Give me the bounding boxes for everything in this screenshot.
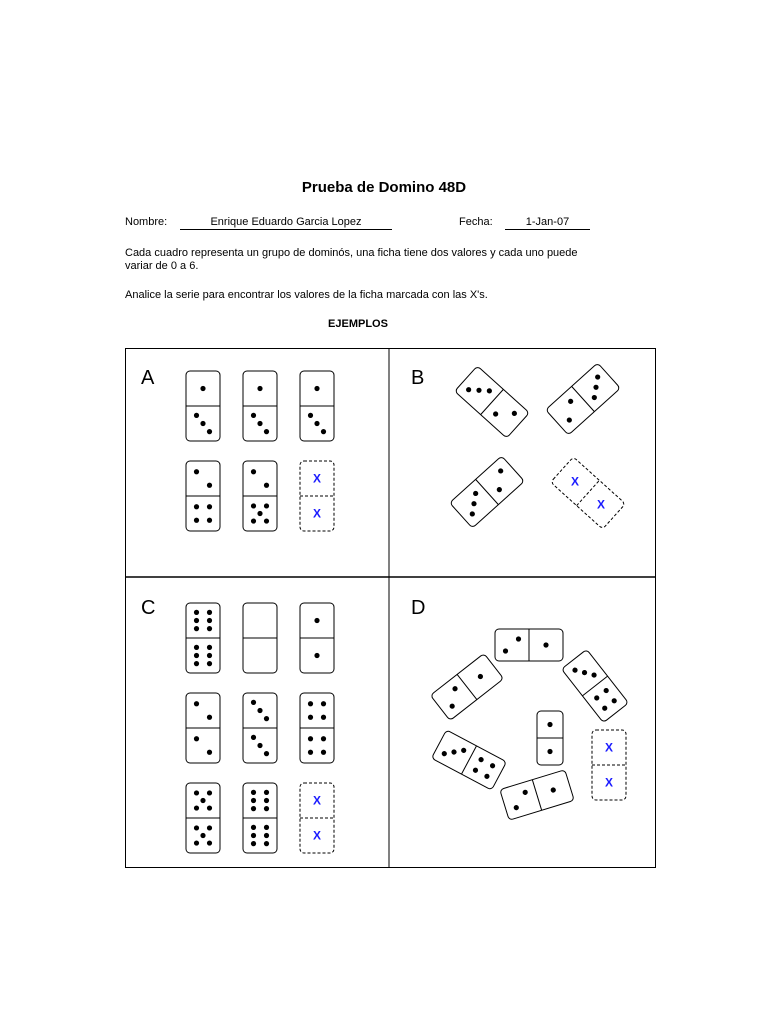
- domino-pip: [264, 518, 269, 523]
- quadrant-d-domino: [500, 770, 574, 820]
- domino-pip: [251, 806, 256, 811]
- domino-pip: [194, 790, 199, 795]
- quadrant-a-domino: [186, 461, 220, 531]
- quadrant-c-domino: [243, 693, 277, 763]
- domino-pip: [314, 653, 319, 658]
- domino-pip: [194, 736, 199, 741]
- quadrant-c-domino: [186, 693, 220, 763]
- domino-pip: [207, 626, 212, 631]
- domino-pip: [308, 413, 313, 418]
- domino-pip: [194, 805, 199, 810]
- quadrant-d-domino: [430, 653, 503, 720]
- domino-pip: [207, 790, 212, 795]
- domino-pip: [503, 648, 508, 653]
- domino-pip: [194, 701, 199, 706]
- domino-pip: [207, 483, 212, 488]
- domino-pip: [207, 429, 212, 434]
- domino-pip: [264, 716, 269, 721]
- domino-pip: [264, 841, 269, 846]
- missing-value-marker: X: [312, 828, 322, 843]
- domino-pip: [251, 790, 256, 795]
- domino-pip: [207, 825, 212, 830]
- missing-value-marker: X: [570, 474, 580, 489]
- quadrant-a-domino: [300, 371, 334, 441]
- domino-grid-canvas: [125, 348, 656, 868]
- domino-puzzle-grid: [125, 348, 656, 868]
- domino-pip: [257, 511, 262, 516]
- missing-value-marker: X: [312, 506, 322, 521]
- domino-pip: [194, 653, 199, 658]
- domino-pip: [264, 483, 269, 488]
- domino-pip: [321, 701, 326, 706]
- quadrant-c-label: C: [141, 597, 156, 619]
- domino-pip: [264, 503, 269, 508]
- quadrant-d-domino: [431, 730, 506, 790]
- domino-pip: [314, 386, 319, 391]
- missing-value-marker: X: [312, 471, 322, 486]
- domino-pip: [207, 661, 212, 666]
- domino-pip: [194, 840, 199, 845]
- instructions-paragraph-2: Analice la serie para encontrar los valores de la ficha marcada con las X's.: [125, 289, 488, 301]
- domino-pip: [251, 841, 256, 846]
- quadrant-d-domino: [592, 730, 626, 800]
- missing-value-marker: X: [596, 497, 606, 512]
- domino-pip: [321, 736, 326, 741]
- quadrant-c-domino: [186, 783, 220, 853]
- domino-pip: [207, 504, 212, 509]
- quadrant-d-domino: [561, 649, 628, 722]
- quadrant-a-domino: [186, 371, 220, 441]
- quadrant-b-domino: [551, 457, 626, 529]
- domino-pip: [264, 798, 269, 803]
- domino-pip: [251, 469, 256, 474]
- domino-pip: [207, 805, 212, 810]
- domino-pip: [251, 700, 256, 705]
- domino-pip: [194, 825, 199, 830]
- quadrant-c-domino: [300, 603, 334, 673]
- domino-pip: [207, 518, 212, 523]
- domino-pip: [314, 618, 319, 623]
- domino-pip: [194, 504, 199, 509]
- domino-pip: [194, 469, 199, 474]
- domino-pip: [264, 825, 269, 830]
- domino-pip: [200, 421, 205, 426]
- quadrant-a-domino: [300, 461, 334, 531]
- quadrant-c-domino: [186, 603, 220, 673]
- domino-pip: [257, 708, 262, 713]
- section-heading: EJEMPLOS: [328, 318, 388, 330]
- domino-pip: [194, 518, 199, 523]
- name-field: Enrique Eduardo Garcia Lopez: [180, 216, 392, 230]
- domino-pip: [200, 833, 205, 838]
- domino-pip: [194, 626, 199, 631]
- domino-pip: [321, 750, 326, 755]
- domino-pip: [308, 750, 313, 755]
- domino-pip: [207, 715, 212, 720]
- domino-pip: [207, 653, 212, 658]
- quadrant-d-domino: [495, 629, 563, 661]
- domino-pip: [264, 429, 269, 434]
- domino-pip: [207, 645, 212, 650]
- domino-pip: [194, 661, 199, 666]
- domino-pip: [264, 790, 269, 795]
- domino-pip: [251, 833, 256, 838]
- missing-value-marker: X: [312, 793, 322, 808]
- domino-pip: [321, 715, 326, 720]
- domino-pip: [194, 645, 199, 650]
- domino-pip: [308, 736, 313, 741]
- domino-pip: [516, 636, 521, 641]
- domino-pip: [264, 833, 269, 838]
- quadrant-c-domino: [243, 603, 277, 673]
- quadrant-b-label: B: [411, 367, 425, 389]
- domino-pip: [308, 701, 313, 706]
- domino-pip: [547, 722, 552, 727]
- quadrant-a-label: A: [141, 367, 155, 389]
- date-label: Fecha:: [459, 216, 493, 228]
- domino-pip: [207, 610, 212, 615]
- domino-pip: [207, 618, 212, 623]
- quadrant-d-domino: [537, 711, 563, 765]
- quadrant-c-domino: [300, 693, 334, 763]
- missing-value-marker: X: [604, 740, 614, 755]
- domino-pip: [200, 386, 205, 391]
- domino-pip: [264, 751, 269, 756]
- domino-pip: [207, 840, 212, 845]
- domino-pip: [264, 806, 269, 811]
- quadrant-b-domino: [450, 456, 525, 528]
- domino-pip: [321, 429, 326, 434]
- quadrant-b-domino: [546, 363, 621, 435]
- page-title: Prueba de Domino 48D: [301, 179, 467, 196]
- domino-pip: [207, 750, 212, 755]
- domino-pip: [543, 642, 548, 647]
- domino-pip: [251, 413, 256, 418]
- domino-pip: [251, 735, 256, 740]
- quadrant-c-domino: [300, 783, 334, 853]
- instructions-paragraph-1: Cada cuadro representa un grupo de dominós, una ficha tiene dos valores y cada uno puede variar de 0 a 6.: [125, 247, 578, 272]
- domino-pip: [251, 825, 256, 830]
- quadrant-b-domino: [455, 366, 530, 438]
- quadrant-c-domino: [243, 783, 277, 853]
- domino-pip: [194, 618, 199, 623]
- domino-pip: [251, 518, 256, 523]
- quadrant-a-domino: [243, 461, 277, 531]
- domino-pip: [194, 413, 199, 418]
- domino-pip: [194, 610, 199, 615]
- domino-pip: [308, 715, 313, 720]
- domino-pip: [314, 421, 319, 426]
- domino-pip: [251, 503, 256, 508]
- date-field: 1-Jan-07: [505, 216, 590, 230]
- domino-pip: [200, 798, 205, 803]
- domino-pip: [257, 743, 262, 748]
- domino-pip: [257, 421, 262, 426]
- quadrant-a-domino: [243, 371, 277, 441]
- domino-pip: [547, 749, 552, 754]
- domino-pip: [257, 386, 262, 391]
- name-label: Nombre:: [125, 216, 168, 228]
- missing-value-marker: X: [604, 775, 614, 790]
- quadrant-d-label: D: [411, 597, 426, 619]
- domino-pip: [251, 798, 256, 803]
